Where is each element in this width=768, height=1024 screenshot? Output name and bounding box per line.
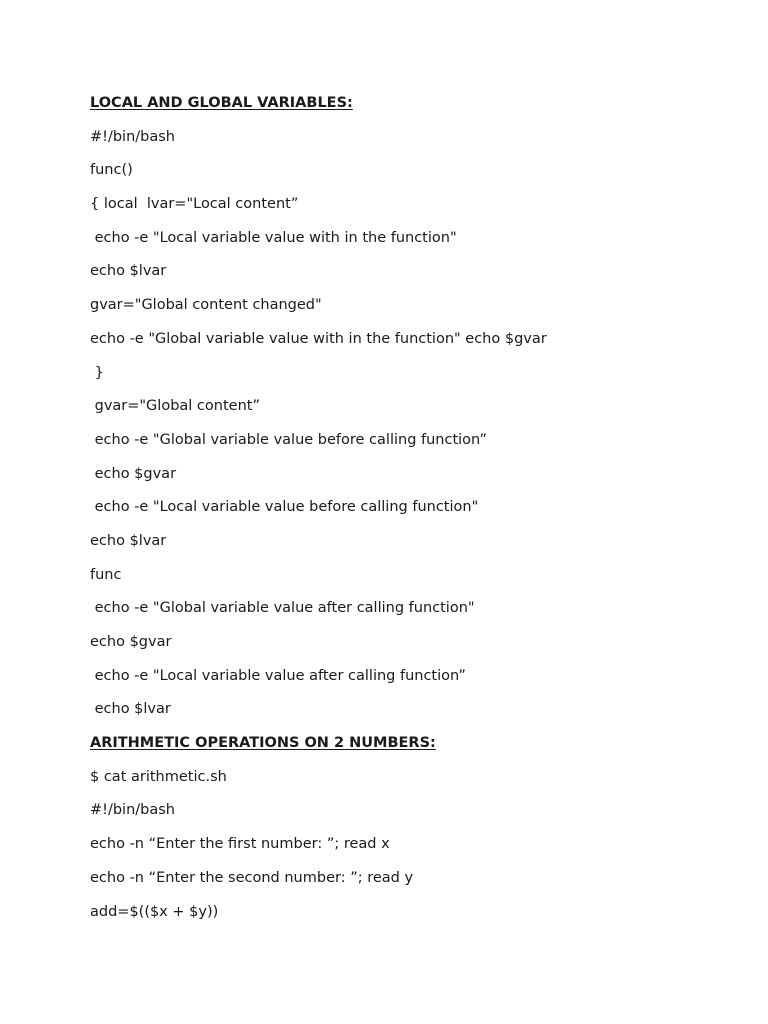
- code-line: { local lvar="Local content”: [90, 196, 299, 213]
- section-heading-local-global: LOCAL AND GLOBAL VARIABLES:: [90, 95, 353, 111]
- code-line: #!/bin/bash: [90, 802, 175, 819]
- code-line: echo -n “Enter the first number: ”; read x: [90, 836, 390, 853]
- code-line: echo $lvar: [90, 532, 167, 549]
- code-line: echo -e "Local variable value before calling function": [90, 499, 479, 516]
- code-line: echo $lvar: [90, 263, 167, 280]
- code-line: echo -e "Local variable value after calling function”: [90, 667, 466, 684]
- code-line: gvar="Global content”: [90, 398, 260, 415]
- code-line: func(): [90, 162, 133, 179]
- code-line: echo -n “Enter the second number: ”; read y: [90, 869, 414, 886]
- section-heading-arithmetic: ARITHMETIC OPERATIONS ON 2 NUMBERS:: [90, 735, 436, 752]
- code-line: func: [90, 566, 122, 583]
- code-line: echo $gvar: [90, 465, 177, 482]
- code-line: echo $lvar: [90, 701, 171, 718]
- document-body: [90, 93, 730, 935]
- code-line: echo -e "Local variable value with in the function": [90, 229, 457, 246]
- code-line: echo -e "Global variable value after calling function": [90, 600, 475, 617]
- code-line: #!/bin/bash: [90, 128, 175, 145]
- code-line: gvar="Global content changed": [90, 297, 322, 314]
- code-line: add=$(($x + $y)): [90, 903, 219, 920]
- code-line: }: [90, 364, 104, 381]
- code-line: echo -e "Global variable value with in the function" echo $gvar: [90, 330, 547, 347]
- code-line: $ cat arithmetic.sh: [90, 768, 227, 785]
- code-line: echo -e "Global variable value before calling function”: [90, 431, 487, 448]
- code-line: echo $gvar: [90, 634, 172, 650]
